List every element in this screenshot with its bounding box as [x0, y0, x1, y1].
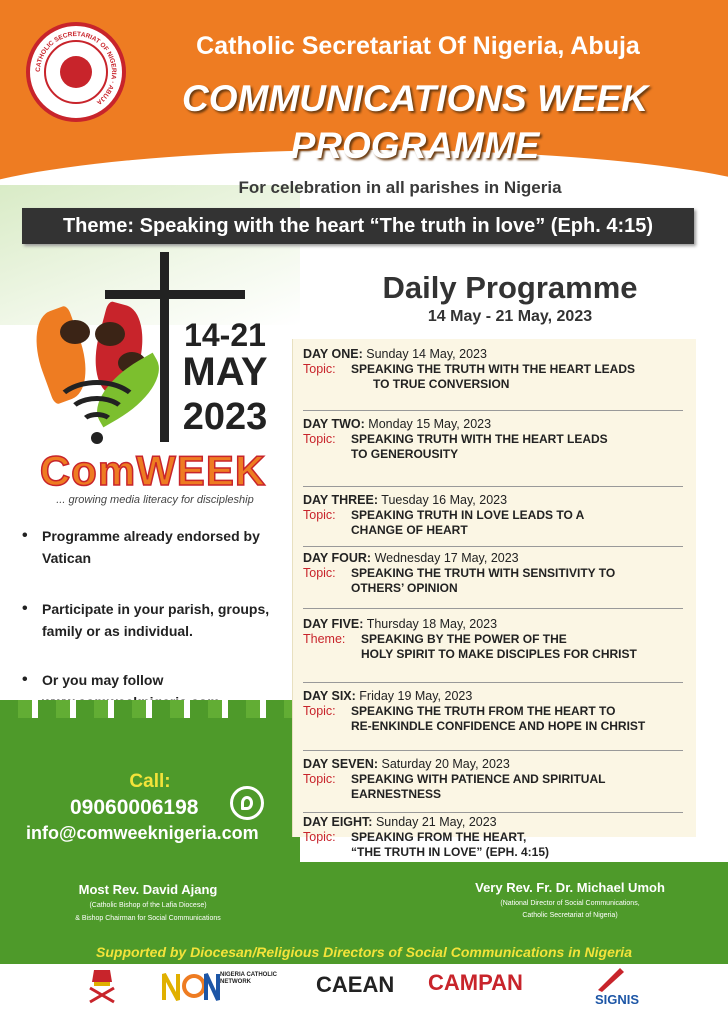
day-date: Friday 19 May, 2023: [359, 689, 473, 703]
topic-line: SPEAKING THE TRUTH WITH THE HEART LEADS: [351, 362, 635, 376]
org-title: Catholic Secretariat Of Nigeria, Abuja: [196, 32, 640, 60]
day-label: DAY THREE:: [303, 493, 379, 507]
day-entry: [293, 493, 697, 547]
call-label: Call:: [129, 771, 171, 792]
topic-row: [303, 432, 687, 462]
topic-line: TO TRUE CONVERSION: [373, 377, 510, 391]
seal-dove-icon: [60, 56, 92, 88]
daily-programme-title: Daily Programme: [382, 270, 638, 305]
seal-inner-ring: [44, 40, 108, 104]
phone-number[interactable]: 09060006198: [70, 796, 199, 819]
signal-wave-icon: [80, 412, 114, 434]
day-label: DAY FIVE:: [303, 617, 364, 631]
day-divider: [303, 486, 683, 487]
topic-text: [351, 830, 549, 860]
day-date: Sunday 14 May, 2023: [366, 347, 487, 361]
day-date: Thursday 18 May, 2023: [366, 617, 498, 631]
day-heading: [303, 757, 687, 772]
day-heading: [303, 493, 687, 508]
topic-text: [351, 566, 615, 596]
topic-line: SPEAKING TRUTH WITH THE HEART LEADS: [351, 432, 608, 446]
topic-line: HOLY SPIRIT TO MAKE DISCIPLES FOR CHRIST: [361, 647, 637, 661]
programme-panel: [292, 339, 696, 859]
ncn-logo-icon: [160, 966, 220, 1006]
day-entry: [293, 417, 697, 487]
day-date: Wednesday 17 May, 2023: [374, 551, 519, 565]
day-heading: [303, 347, 687, 362]
comweek-tagline: ... growing media literacy for discipleship: [56, 494, 254, 506]
main-title-line1: COMMUNICATIONS WEEK: [182, 78, 648, 119]
topic-line: SPEAKING THE TRUTH FROM THE HEART TO: [351, 704, 616, 718]
cross-bar: [105, 290, 245, 299]
day-entry: [293, 815, 697, 865]
vatican-emblem-icon: [82, 966, 122, 1008]
signis-logo: SIGNIS: [594, 992, 640, 1007]
day-label: DAY SEVEN:: [303, 757, 379, 771]
day-heading: [303, 815, 687, 830]
topic-label: Topic:: [303, 772, 336, 786]
whatsapp-handset: [241, 796, 253, 810]
daily-programme-dates: 14 May - 21 May, 2023: [427, 308, 593, 325]
signatory-right-title: (National Director of Social Communications,: [500, 900, 640, 907]
day-divider: [303, 812, 683, 813]
topic-line: “THE TRUTH IN LOVE” (EPH. 4:15): [351, 845, 550, 859]
signatory-right-name: Very Rev. Fr. Dr. Michael Umoh: [475, 880, 665, 895]
bullet-text: Or you may follow: [42, 672, 164, 688]
signatory-left-title: (Catholic Bishop of the Lafia Diocese): [89, 902, 207, 909]
topic-label: Theme:: [303, 632, 346, 646]
topic-row: [303, 508, 687, 538]
day-divider: [303, 750, 683, 751]
topic-row: [303, 362, 687, 392]
topic-row: [303, 772, 687, 802]
email-address[interactable]: info@comweeknigeria.com: [26, 823, 259, 843]
comweek-brand: ComWEEK: [39, 447, 267, 494]
ncn-logo-text: NIGERIA CATHOLIC NETWORK: [220, 972, 277, 985]
topic-line: SPEAKING FROM THE HEART,: [351, 830, 527, 844]
topic-text: [361, 632, 637, 662]
topic-line: CHANGE OF HEART: [351, 523, 468, 537]
day-entry: [293, 551, 697, 609]
topic-text: [351, 432, 608, 462]
day-entry: [293, 347, 697, 411]
topic-label: Topic:: [303, 432, 336, 446]
celebration-subtitle: For celebration in all parishes in Nigeria: [238, 178, 562, 197]
topic-label: Topic:: [303, 566, 336, 580]
day-entry: [293, 757, 697, 813]
day-entry: [293, 689, 697, 751]
topic-line: SPEAKING WITH PATIENCE AND SPIRITUAL: [351, 772, 606, 786]
bullet-icon: •: [22, 600, 28, 617]
topic-text: [351, 772, 605, 802]
day-label: DAY TWO:: [303, 417, 365, 431]
campan-logo: CAMPAN: [428, 970, 523, 995]
bullet-text: Programme already endorsed by Vatican: [42, 528, 260, 566]
green-wash-decoration: [0, 185, 300, 325]
topic-row: [303, 632, 687, 662]
topic-line: RE-ENKINDLE CONFIDENCE AND HOPE IN CHRIST: [351, 719, 646, 733]
logo-person-dot: [95, 322, 125, 346]
day-label: DAY ONE:: [303, 347, 363, 361]
day-date: Tuesday 16 May, 2023: [381, 493, 508, 507]
bullet-icon: •: [22, 671, 28, 688]
topic-row: [303, 704, 687, 734]
topic-text: [351, 704, 645, 734]
logo-person-dot: [60, 320, 90, 344]
day-heading: [303, 417, 687, 432]
signatory-left-name: Most Rev. David Ajang: [78, 882, 218, 897]
topic-line: OTHERS’ OPINION: [351, 581, 458, 595]
day-divider: [303, 682, 683, 683]
event-month: MAY: [182, 350, 268, 394]
day-divider: [303, 608, 683, 609]
day-date: Sunday 21 May, 2023: [375, 815, 497, 829]
bullet-item: [22, 598, 292, 642]
signal-dot-icon: [91, 432, 103, 444]
day-entry: [293, 617, 697, 683]
day-heading: [303, 617, 687, 632]
day-heading: [303, 551, 687, 566]
signatory-left-role: & Bishop Chairman for Social Communications: [75, 915, 221, 922]
signis-mark-icon: [592, 966, 632, 992]
topic-text: [351, 508, 584, 538]
theme-banner: Theme: Speaking with the heart “The truth in love” (Eph. 4:15): [22, 208, 694, 244]
topic-row: [303, 830, 687, 860]
main-title-line2: PROGRAMME: [290, 125, 540, 166]
topic-line: SPEAKING TRUTH IN LOVE LEADS TO A: [351, 508, 585, 522]
day-divider: [303, 546, 683, 547]
topic-label: Topic:: [303, 830, 336, 844]
topic-line: EARNESTNESS: [351, 787, 442, 801]
bullet-text: Participate in your parish, groups, family or as individual.: [42, 601, 270, 639]
topic-label: Topic:: [303, 362, 336, 376]
topic-text: [351, 362, 635, 392]
day-date: Monday 15 May, 2023: [368, 417, 492, 431]
day-label: DAY EIGHT:: [303, 815, 373, 829]
whatsapp-icon[interactable]: [230, 786, 264, 820]
topic-label: Topic:: [303, 508, 336, 522]
cross-icon: [160, 252, 169, 442]
topic-label: Topic:: [303, 704, 336, 718]
bullet-item: [22, 525, 292, 569]
day-heading: [303, 689, 687, 704]
day-date: Saturday 20 May, 2023: [381, 757, 510, 771]
seal-text: CATHOLIC SECRETARIAT OF NIGERIA · ABUJA: [34, 30, 118, 106]
caean-logo: CAEAN: [316, 972, 395, 997]
topic-line: SPEAKING THE TRUTH WITH SENSITIVITY TO: [351, 566, 616, 580]
signatory-right-role: Catholic Secretariat of Nigeria): [522, 912, 618, 919]
day-label: DAY FOUR:: [303, 551, 372, 565]
day-divider: [303, 410, 683, 411]
topic-line: TO GENEROUSITY: [351, 447, 459, 461]
event-date-range: 14-21: [184, 317, 266, 353]
topic-line: SPEAKING BY THE POWER OF THE: [361, 632, 567, 646]
topic-row: [303, 566, 687, 596]
day-label: DAY SIX:: [303, 689, 356, 703]
event-year: 2023: [182, 396, 268, 438]
bullet-icon: •: [22, 527, 28, 544]
support-banner: Supported by Diocesan/Religious Directors of Social Communications in Nigeria: [0, 940, 728, 964]
